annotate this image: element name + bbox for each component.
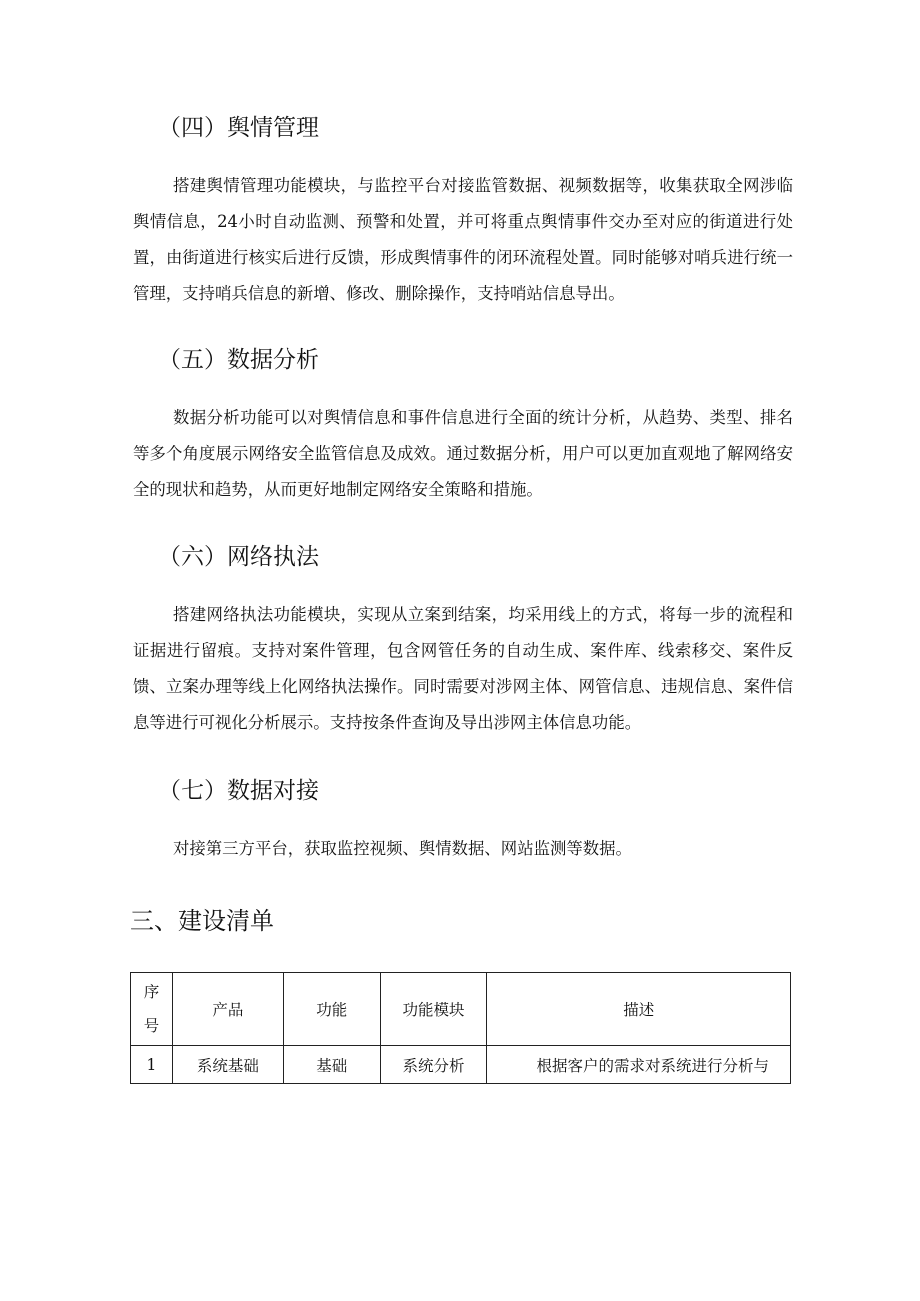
header-product: 产品 bbox=[172, 973, 283, 1046]
header-description: 描述 bbox=[487, 973, 791, 1046]
paragraph-network-enforcement: 搭建网络执法功能模块，实现从立案到结案，均采用线上的方式，将每一步的流程和证据进行留痕。支持对案件管理，包含网管任务的自动生成、案件库、线索移交、案件反馈、立案办理等线上化网络执法操作。同时需要对涉网主体、网管信息、违规信息、案件信息等进行可视化分析展示。支持按条件查询及导出涉网主体信息功能。 bbox=[133, 605, 793, 732]
heading-public-opinion: （四）舆情管理 bbox=[158, 115, 319, 141]
cell-module: 系统分析 bbox=[380, 1046, 487, 1084]
paragraph-public-opinion: 搭建舆情管理功能模块，与监控平台对接监管数据、视频数据等，收集获取全网涉临舆情信息，24小时自动监测、预警和处置，并可将重点舆情事件交办至对应的街道进行处置，由街道进行核实后进行反馈，形成舆情事件的闭环流程处置。同时能够对哨兵进行统一管理，支持哨兵信息的新增、修改、删除操作，支持哨站信息导出。 bbox=[133, 176, 793, 303]
cell-description: 根据客户的需求对系统进行分析与 bbox=[487, 1046, 791, 1084]
header-module: 功能模块 bbox=[380, 973, 487, 1046]
header-seq bbox=[131, 973, 173, 1046]
header-seq-line1: 序 bbox=[143, 983, 160, 1001]
cell-function: 基础 bbox=[283, 1046, 380, 1084]
table-header-row bbox=[131, 973, 791, 1046]
header-function: 功能 bbox=[283, 973, 380, 1046]
heading-data-analysis: （五）数据分析 bbox=[158, 347, 319, 373]
cell-product: 系统基础 bbox=[172, 1046, 283, 1084]
header-seq-line2: 号 bbox=[143, 1017, 160, 1035]
heading-data-integration: （七）数据对接 bbox=[158, 778, 319, 804]
paragraph-data-integration: 对接第三方平台，获取监控视频、舆情数据、网站监测等数据。 bbox=[173, 839, 632, 858]
cell-seq: 1 bbox=[131, 1046, 173, 1084]
construction-list-table bbox=[130, 972, 791, 1084]
heading-network-enforcement: （六）网络执法 bbox=[158, 544, 319, 570]
paragraph-data-analysis: 数据分析功能可以对舆情信息和事件信息进行全面的统计分析，从趋势、类型、排名等多个角度展示网络安全监管信息及成效。通过数据分析，用户可以更加直观地了解网络安全的现状和趋势，从而更好地制定网络安全策略和措施。 bbox=[133, 408, 793, 499]
section-title-construction-list: 三、建设清单 bbox=[130, 907, 274, 935]
table-row bbox=[131, 1046, 791, 1084]
